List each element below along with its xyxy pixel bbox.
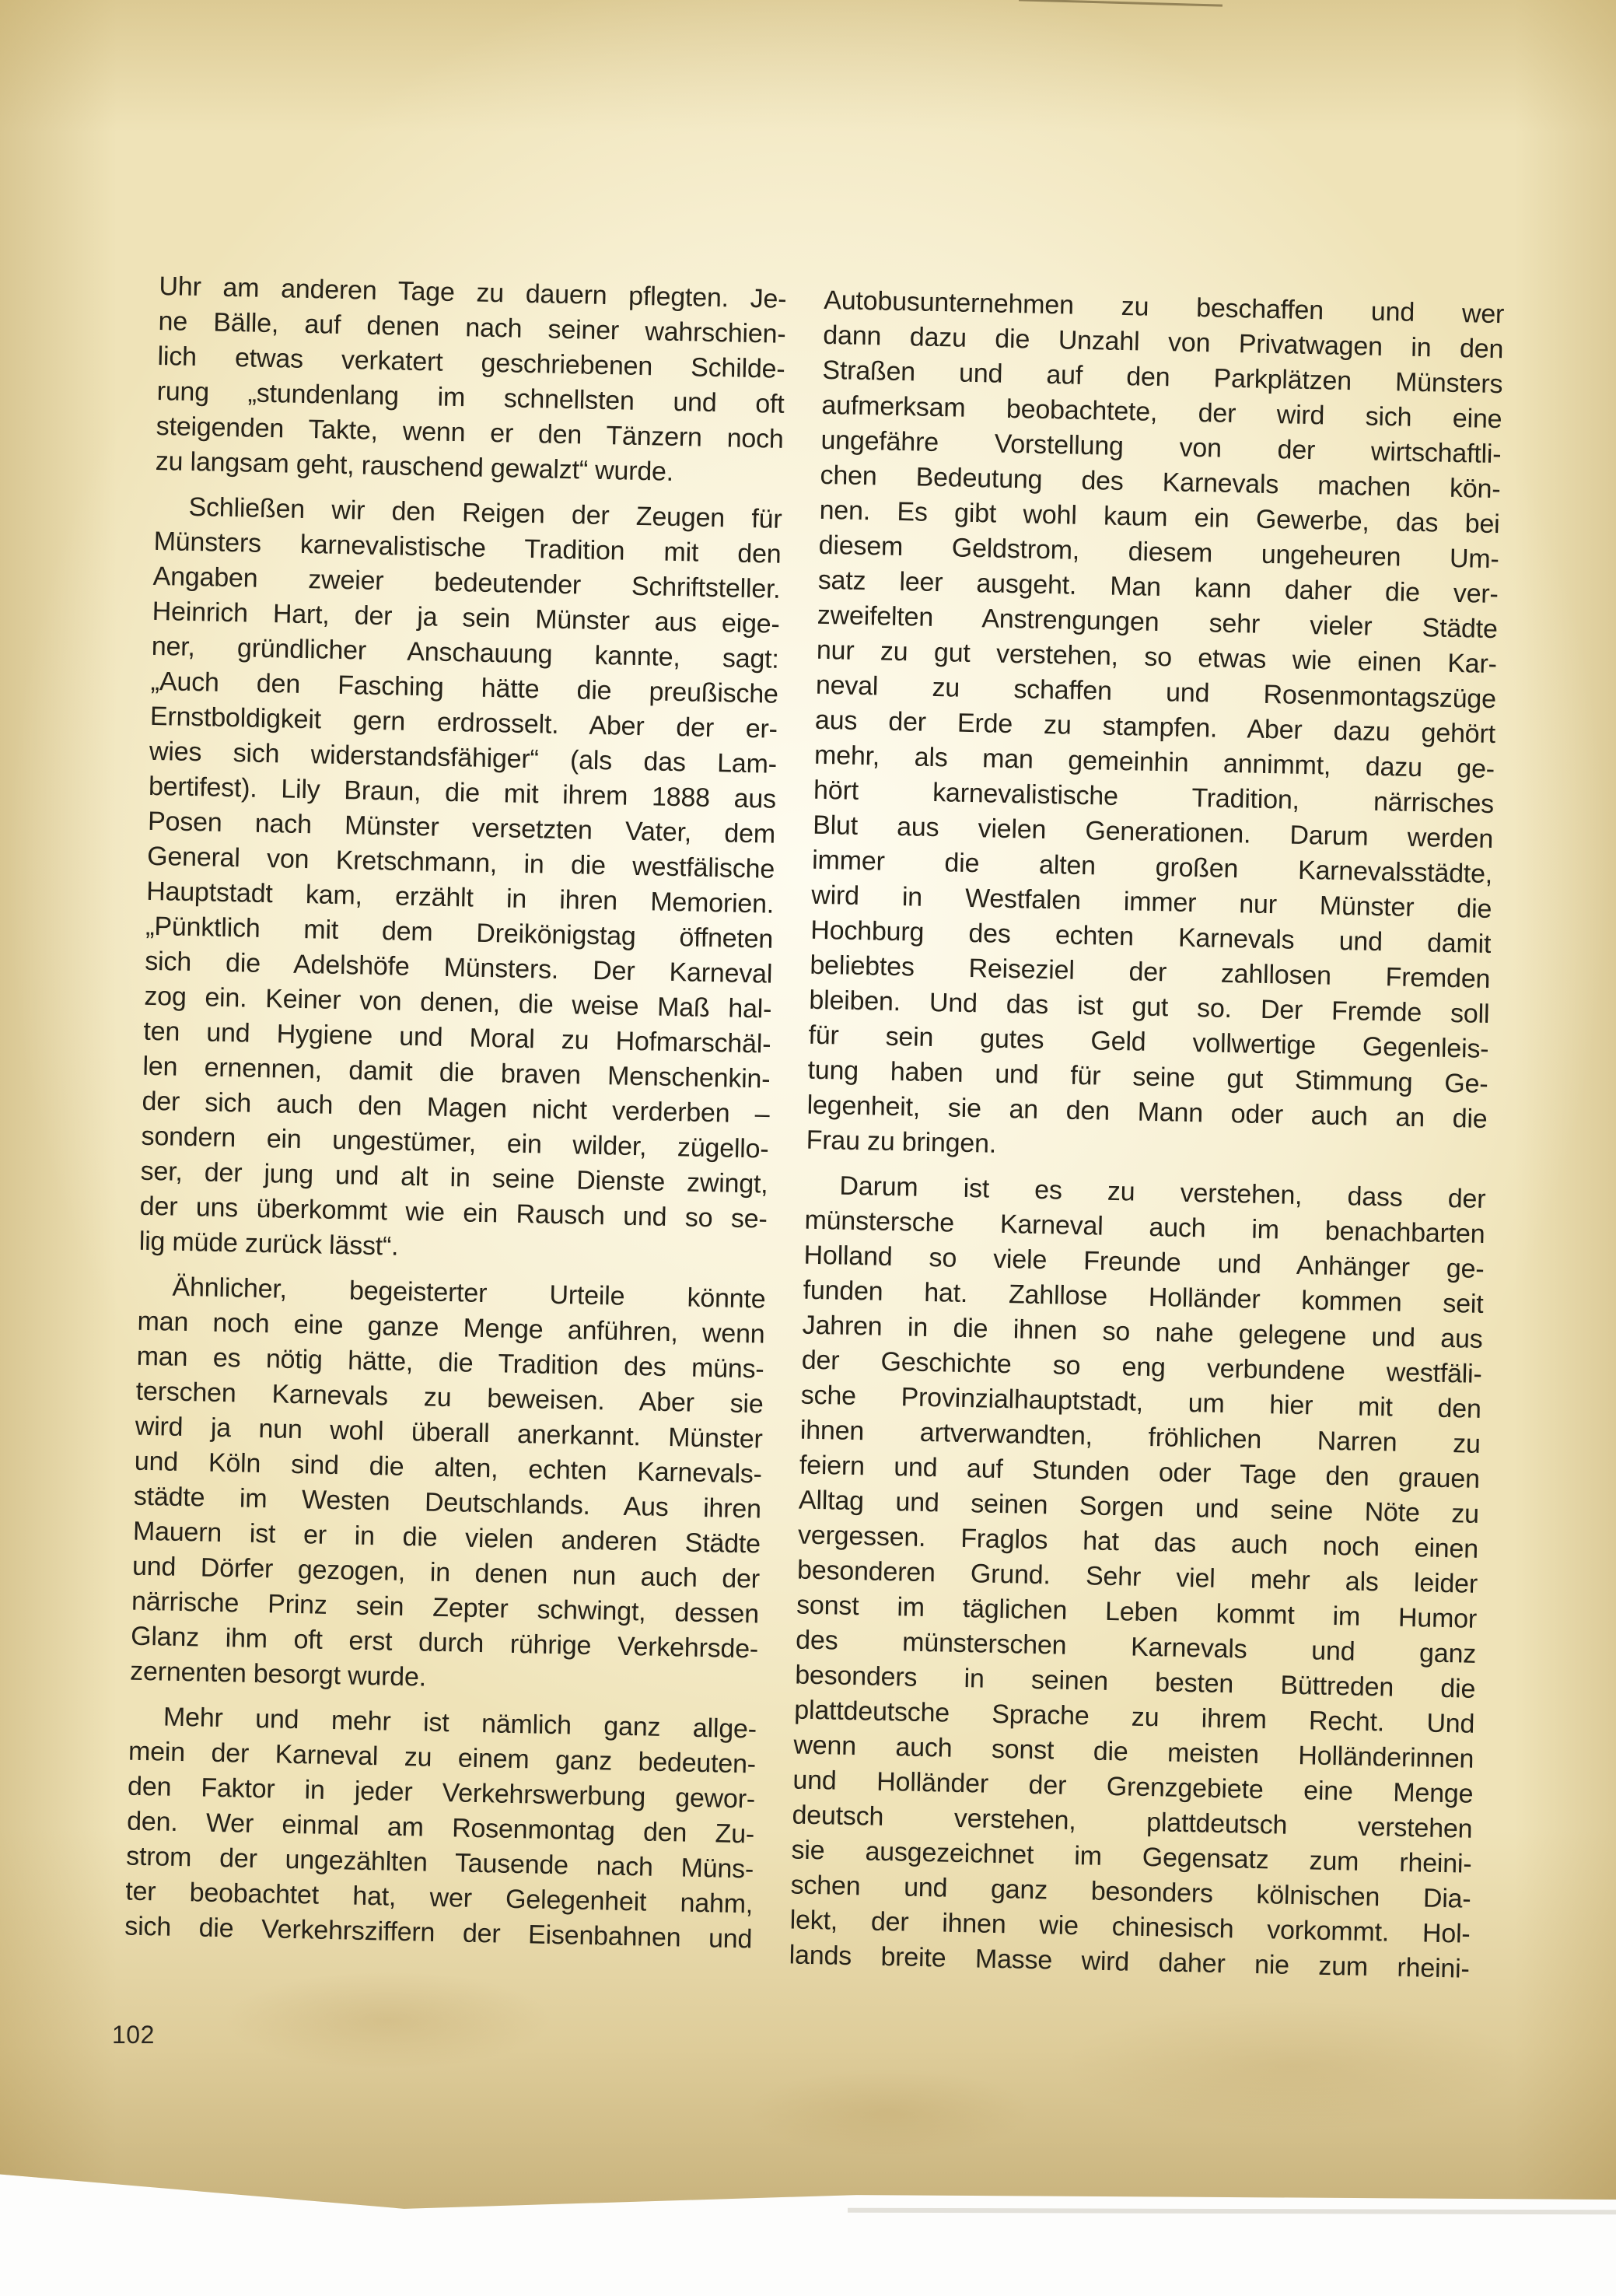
text-line: und Köln sind die alten, echten Karnevals- bbox=[134, 1446, 763, 1489]
text-line: besonderen Grund. Sehr viel mehr als leider bbox=[796, 1555, 1478, 1599]
text-line: und Dörfer gezogen, in denen nun auch der bbox=[131, 1551, 761, 1594]
text-line: des münsterschen Karnevals und ganz bbox=[795, 1625, 1477, 1669]
paragraph bbox=[806, 283, 1504, 1172]
text-line: sie ausgezeichnet im Gegensatz zum rheini- bbox=[791, 1835, 1472, 1879]
text-line: aus der Erde zu stampfen. Aber dazu gehört bbox=[814, 705, 1496, 750]
text-line: besonders in seinen besten Büttreden die bbox=[794, 1660, 1476, 1704]
text-line: münstersche Karneval auch im benachbarten bbox=[804, 1205, 1485, 1249]
text-line: Ähnlicher, begeisterter Urteile könnte bbox=[172, 1272, 766, 1314]
text-line: städte im Westen Deutschlands. Aus ihren bbox=[133, 1481, 762, 1524]
right-column bbox=[789, 283, 1504, 1987]
text-line: nen. Es gibt wohl kaum ein Gewerbe, das bei bbox=[819, 495, 1500, 540]
paragraph bbox=[155, 269, 786, 492]
text-line: strom der ungezählten Tausende nach Müns- bbox=[125, 1841, 754, 1885]
text-line: sonst im täglichen Leben kommt im Humor bbox=[796, 1590, 1478, 1634]
text-line: Blut aus vielen Generationen. Darum werden bbox=[812, 810, 1494, 855]
text-line: Glanz ihm oft erst durch rührige Verkehrsde- bbox=[130, 1621, 759, 1664]
text-line: Ernstboldigkeit gern erdrosselt. Aber der er- bbox=[149, 701, 778, 744]
text-line: ne Bälle, auf denen nach seiner wahrschien- bbox=[158, 306, 786, 349]
text-line: beliebtes Reiseziel der zahllosen Fremden bbox=[810, 950, 1491, 995]
two-column-text bbox=[124, 269, 1504, 1987]
text-line: deutsch verstehen, plattdeutsch verstehen bbox=[792, 1800, 1473, 1844]
paragraph bbox=[130, 1269, 766, 1703]
text-line: General von Kretschmann, in die westfälische bbox=[146, 841, 775, 884]
text-line: len ernennen, damit die braven Menschenkin- bbox=[142, 1051, 771, 1094]
text-line: mein der Karneval zu einem ganz bedeuten- bbox=[128, 1736, 757, 1780]
text-line: Mauern ist er in die vielen anderen Städte bbox=[132, 1516, 761, 1559]
text-line: und Holländer der Grenzgebiete eine Menge bbox=[792, 1765, 1474, 1809]
text-line: Darum ist es zu verstehen, dass der bbox=[839, 1171, 1486, 1214]
text-line: Uhr am anderen Tage zu dauern pflegten. Je- bbox=[159, 271, 787, 314]
text-line: diesem Geldstrom, diesem ungeheuren Um- bbox=[818, 530, 1499, 575]
text-line: der sich auch den Magen nicht verderben – bbox=[142, 1086, 770, 1129]
text-line: wies sich widerstandsfähiger“ (als das Lam- bbox=[149, 736, 778, 779]
paragraph bbox=[138, 489, 782, 1272]
text-line: bleiben. Und das ist gut so. Der Fremde soll bbox=[809, 985, 1490, 1030]
text-line: feiern und auf Stunden oder Tage den grauen bbox=[799, 1450, 1481, 1494]
page-number: 102 bbox=[112, 2021, 155, 2049]
scan-shadow bbox=[848, 2208, 1616, 2215]
text-line: wird ja nun wohl überall anerkannt. Münster bbox=[135, 1411, 764, 1454]
left-column bbox=[124, 269, 786, 1972]
text-line: tung haben und für seine gut Stimmung Ge- bbox=[807, 1055, 1488, 1100]
text-line: nur zu gut verstehen, so etwas wie einen Kar- bbox=[816, 635, 1498, 680]
text-line: für sein gutes Geld vollwertige Gegenleis- bbox=[808, 1020, 1489, 1065]
text-line: rung „stundenlang im schnellsten und oft bbox=[156, 376, 785, 419]
text-line: Hochburg des echten Karnevals und damit bbox=[810, 915, 1492, 960]
text-line: Münsters karnevalistische Tradition mit den bbox=[153, 526, 782, 569]
paragraph bbox=[124, 1699, 757, 1958]
text-line: zernenten besorgt wurde. bbox=[129, 1656, 427, 1692]
text-line: dann dazu die Unzahl von Privatwagen in den bbox=[823, 320, 1504, 365]
text-line: hört karnevalistische Tradition, närrisches bbox=[813, 775, 1495, 820]
text-line: ser, der jung und alt in seine Dienste zwingt, bbox=[140, 1156, 768, 1199]
text-line: sich die Verkehrsziffern der Eisenbahnen und bbox=[124, 1911, 753, 1955]
text-line: sche Provinzialhauptstadt, um hier mit den bbox=[800, 1380, 1482, 1424]
text-line: Angaben zweier bedeutender Schriftsteller. bbox=[152, 561, 781, 604]
text-line: Alltag und seinen Sorgen und seine Nöte zu bbox=[798, 1485, 1480, 1529]
text-line: schen und ganz besonders kölnischen Dia- bbox=[790, 1870, 1471, 1914]
text-line: den Faktor in jeder Verkehrswerbung gewor- bbox=[127, 1771, 756, 1815]
text-line: man es nötig hätte, die Tradition des müns- bbox=[136, 1341, 764, 1384]
text-line: der Geschichte so eng verbundene westfäli- bbox=[801, 1345, 1483, 1389]
text-line: Schließen wir den Reigen der Zeugen für bbox=[188, 492, 782, 534]
text-line: ter beobachtet hat, wer Gelegenheit nahm, bbox=[124, 1876, 754, 1920]
text-line: funden hat. Zahllose Holländer kommen seit bbox=[803, 1275, 1484, 1319]
text-line: lig müde zurück lässt“. bbox=[138, 1226, 399, 1262]
text-line: wird in Westfalen immer nur Münster die bbox=[810, 880, 1492, 925]
text-line: Hauptstadt kam, erzählt in ihren Memorien. bbox=[145, 876, 775, 919]
text-line: ten und Hygiene und Moral zu Hofmarschäl- bbox=[143, 1016, 771, 1059]
text-line: sondern ein ungestümer, ein wilder, zügello- bbox=[141, 1121, 769, 1164]
text-line: neval zu schaffen und Rosenmontagszüge bbox=[815, 670, 1497, 715]
text-line: Autobusunternehmen zu beschaffen und wer bbox=[823, 285, 1505, 330]
text-line: „Auch den Fasching hätte die preußische bbox=[150, 666, 779, 709]
text-line: närrische Prinz sein Zepter schwingt, dessen bbox=[131, 1586, 760, 1629]
text-line: der uns überkommt wie ein Rausch und so se- bbox=[139, 1191, 768, 1234]
text-line: ungefähre Vorstellung von der wirtschaftli- bbox=[820, 425, 1502, 470]
text-line: lands breite Masse wird daher nie zum rheini- bbox=[789, 1940, 1470, 1984]
text-line: bertifest). Lily Braun, die mit ihrem 1888 aus bbox=[148, 771, 777, 814]
text-line: terschen Karnevals zu beweisen. Aber sie bbox=[135, 1376, 764, 1419]
text-line: Heinrich Hart, der ja sein Münster aus eige- bbox=[152, 596, 781, 639]
text-line: Mehr und mehr ist nämlich ganz allge- bbox=[163, 1702, 757, 1745]
text-line: Straßen und auf den Parkplätzen Münsters bbox=[822, 355, 1503, 400]
text-line: Frau zu bringen. bbox=[806, 1125, 997, 1159]
text-line: sich die Adelshöfe Münsters. Der Karneval bbox=[144, 946, 773, 989]
text-line: aufmerksam beobachtete, der wird sich eine bbox=[821, 390, 1502, 435]
text-line: Jahren in die ihnen so nahe gelegene und aus bbox=[802, 1310, 1483, 1354]
text-line: steigenden Takte, wenn er den Tänzern noch bbox=[156, 411, 784, 454]
text-line: immer die alten großen Karnevalsstädte, bbox=[811, 845, 1493, 890]
text-line: zu langsam geht, rauschend gewalzt“ wurde. bbox=[155, 446, 674, 487]
paragraph bbox=[789, 1168, 1485, 1987]
text-line: den. Wer einmal am Rosenmontag den Zu- bbox=[126, 1806, 755, 1850]
text-line: man noch eine ganze Menge anführen, wenn bbox=[137, 1306, 765, 1349]
text-line: lekt, der ihnen wie chinesisch vorkommt. Hol- bbox=[789, 1905, 1471, 1949]
text-line: Holland so viele Freunde und Anhänger ge- bbox=[803, 1240, 1485, 1284]
text-line: lich etwas verkatert geschriebenen Schilde- bbox=[157, 341, 785, 384]
text-line: Posen nach Münster versetzten Vater, dem bbox=[147, 806, 776, 849]
text-line: zweifelten Anstrengungen sehr vieler Städte bbox=[817, 600, 1499, 645]
text-line: ner, gründlicher Anschauung kannte, sagt: bbox=[151, 631, 780, 674]
text-line: satz leer ausgeht. Man kann daher die ver- bbox=[817, 565, 1499, 610]
text-line: zog ein. Keiner von denen, die weise Maß hal- bbox=[144, 981, 772, 1024]
text-line: wenn auch sonst die meisten Holländerinnen bbox=[793, 1730, 1474, 1774]
text-line: ihnen artverwandten, fröhlichen Narren zu bbox=[799, 1415, 1481, 1459]
text-line: plattdeutsche Sprache zu ihrem Recht. Und bbox=[793, 1695, 1475, 1739]
text-line: mehr, als man gemeinhin annimmt, dazu ge- bbox=[813, 740, 1495, 785]
text-line: vergessen. Fraglos hat das auch noch einen bbox=[797, 1520, 1479, 1564]
text-line: „Pünktlich mit dem Dreikönigstag öffneten bbox=[145, 911, 774, 954]
text-line: legenheit, sie an den Mann oder auch an die bbox=[806, 1090, 1488, 1134]
text-line: chen Bedeutung des Karnevals machen kön- bbox=[820, 460, 1501, 505]
